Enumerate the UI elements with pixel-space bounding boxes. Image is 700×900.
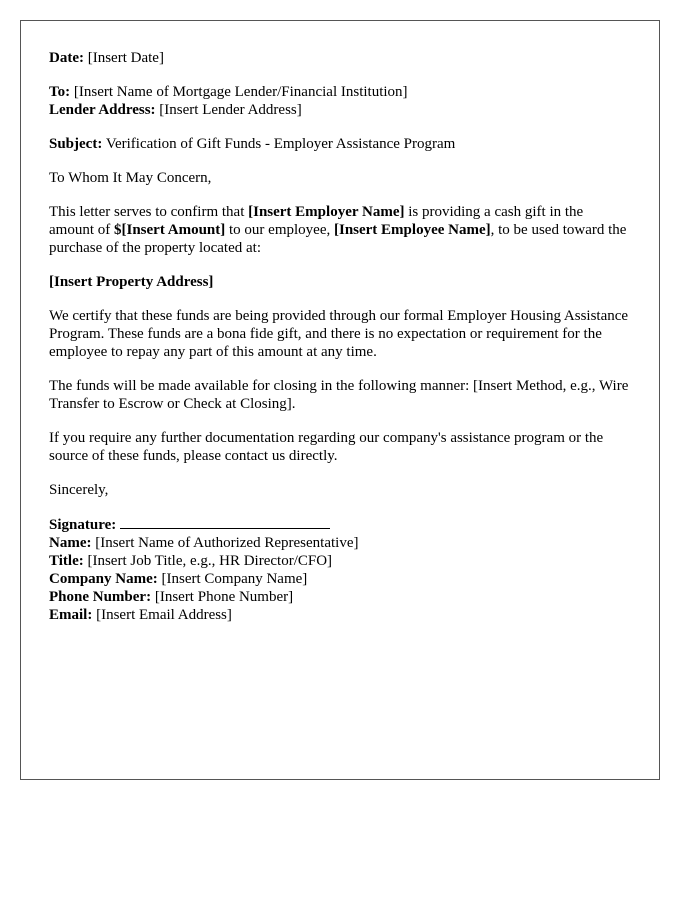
- date-label: Date:: [49, 50, 84, 66]
- paragraph-contact: If you require any further documentation regarding our company's assistance program or the source of these funds, please contact us directly.: [49, 430, 604, 464]
- lender-address-value: [Insert Lender Address]: [159, 102, 302, 118]
- email-value: [Insert Email Address]: [96, 607, 232, 623]
- phone-line: [49, 588, 631, 606]
- paragraph-certification: We certify that these funds are being provided through our formal Employer Housing Assistance Program. These funds are a bona fide gift, and there is no expectation or requirement for the employee to repay any part of this amount at any time.: [49, 308, 629, 360]
- closing: Sincerely,: [49, 482, 109, 498]
- subject-line: [49, 135, 631, 153]
- lender-address-line: [49, 101, 631, 119]
- date-value: [Insert Date]: [87, 50, 164, 66]
- to-label: To:: [49, 84, 71, 100]
- to-value: [Insert Name of Mortgage Lender/Financial Institution]: [73, 84, 408, 100]
- date-line: [49, 49, 631, 67]
- subject-label: Subject:: [49, 136, 103, 152]
- name-label: Name:: [49, 535, 92, 551]
- name-value: [Insert Name of Authorized Representative]: [95, 535, 359, 551]
- email-line: [49, 606, 631, 624]
- lender-address-label: Lender Address:: [49, 102, 156, 118]
- paragraph-funds-method: The funds will be made available for closing in the following manner: [Insert Method, e.g., Wire Transfer to Escrow or Check at Closing].: [49, 378, 629, 412]
- salutation: To Whom It May Concern,: [49, 170, 212, 186]
- signature-block: [49, 515, 631, 624]
- signature-underline: [120, 515, 330, 529]
- signature-label: Signature:: [49, 517, 117, 533]
- title-line: [49, 552, 631, 570]
- para1-text-4: , to be used toward the purchase of the property located at:: [49, 222, 627, 256]
- to-line: [49, 83, 631, 101]
- employee-name: [Insert Employee Name]: [333, 222, 491, 238]
- para1-text-2: is providing a cash gift in the amount of: [49, 204, 584, 238]
- company-value: [Insert Company Name]: [161, 571, 308, 587]
- property-address-value: [Insert Property Address]: [49, 274, 214, 290]
- company-label: Company Name:: [49, 571, 158, 587]
- title-label: Title:: [49, 553, 84, 569]
- gift-amount: $[Insert Amount]: [114, 222, 226, 238]
- company-line: [49, 570, 631, 588]
- property-address: [49, 273, 631, 291]
- phone-label: Phone Number:: [49, 589, 152, 605]
- title-value: [Insert Job Title, e.g., HR Director/CFO]: [87, 553, 333, 569]
- recipient-block: [49, 83, 631, 119]
- name-line: [49, 534, 631, 552]
- para1-text-1: This letter serves to confirm that: [49, 204, 249, 220]
- para1-text-3: to our employee,: [225, 222, 334, 238]
- email-label: Email:: [49, 607, 93, 623]
- subject-value: Verification of Gift Funds - Employer Assistance Program: [105, 136, 456, 152]
- phone-value: [Insert Phone Number]: [154, 589, 294, 605]
- employer-name: [Insert Employer Name]: [248, 204, 405, 220]
- signature-line: [49, 515, 631, 534]
- letter-page: [20, 20, 660, 780]
- paragraph-confirmation: [49, 203, 631, 257]
